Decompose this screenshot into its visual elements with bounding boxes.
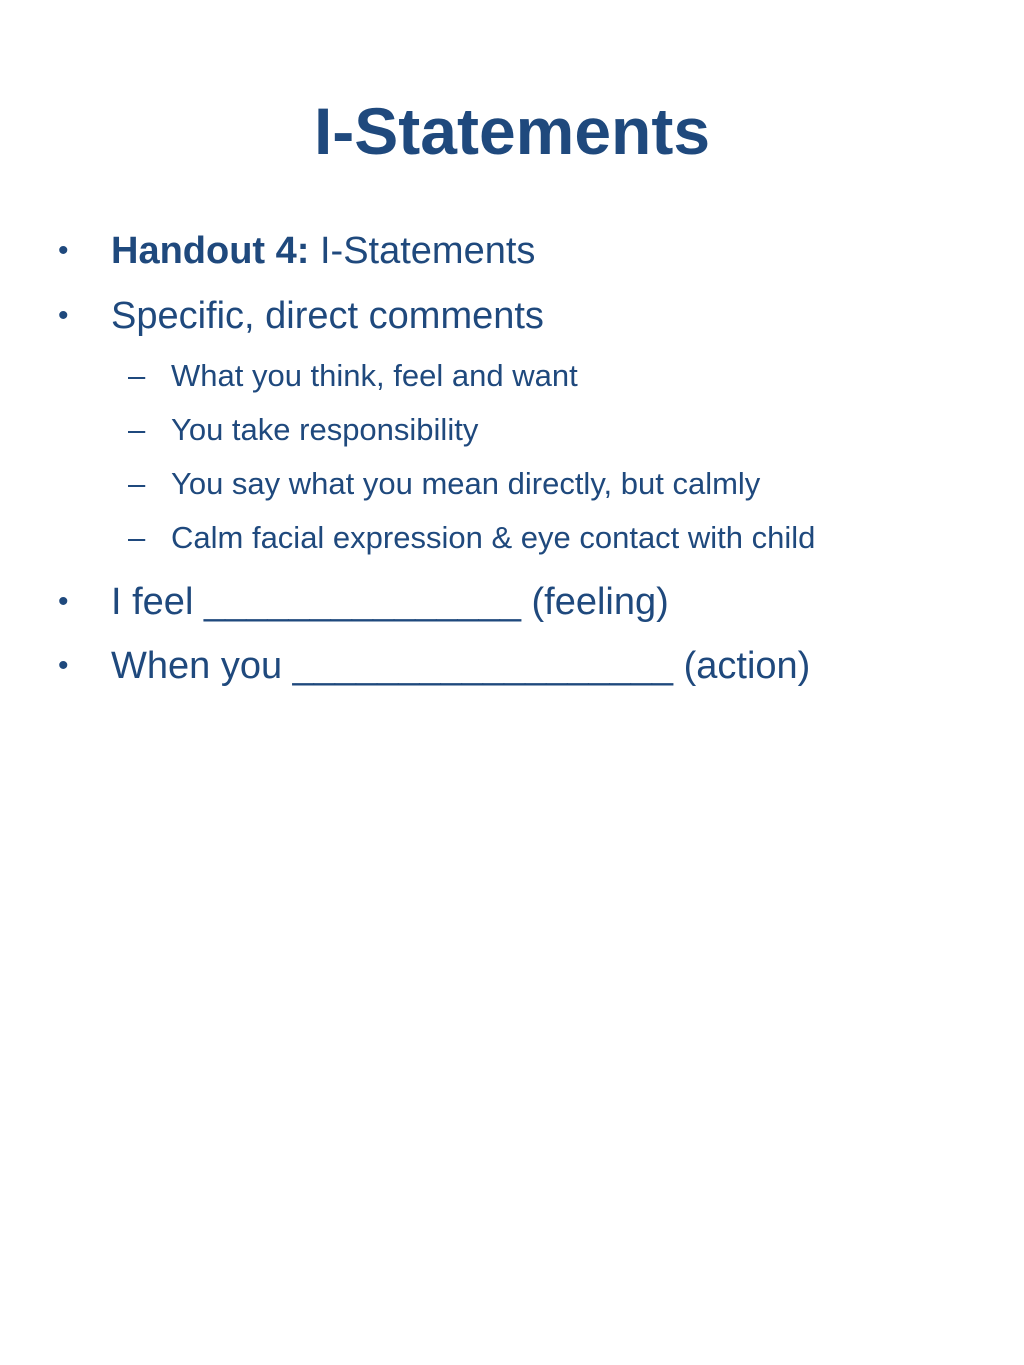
bullet-text-specific-comments: Specific, direct comments [111, 295, 544, 337]
bullet-text-when-you: When you __________________ (action) [111, 645, 811, 687]
sub-item-text: You say what you mean directly, but calmly [171, 466, 761, 501]
bullet-text-i-feel: I feel _______________ (feeling) [111, 581, 669, 623]
dash-icon: – [128, 358, 146, 393]
slide-title: I-Statements [313, 94, 711, 168]
bullet-text-handout: I-Statements [309, 230, 536, 272]
dash-icon: – [128, 412, 146, 447]
sub-item-text: Calm facial expression & eye contact with child [171, 520, 816, 555]
dash-icon: – [128, 520, 146, 555]
sub-item-text: You take responsibility [171, 412, 479, 447]
dash-icon: – [128, 466, 146, 501]
bullet-icon: • [58, 299, 69, 332]
bullet-icon: • [58, 234, 69, 267]
bullet-icon: • [58, 585, 69, 618]
bullet-lead-handout: Handout 4: [111, 230, 310, 272]
bullet-icon: • [58, 649, 69, 682]
sub-item-text: What you think, feel and want [171, 358, 578, 393]
